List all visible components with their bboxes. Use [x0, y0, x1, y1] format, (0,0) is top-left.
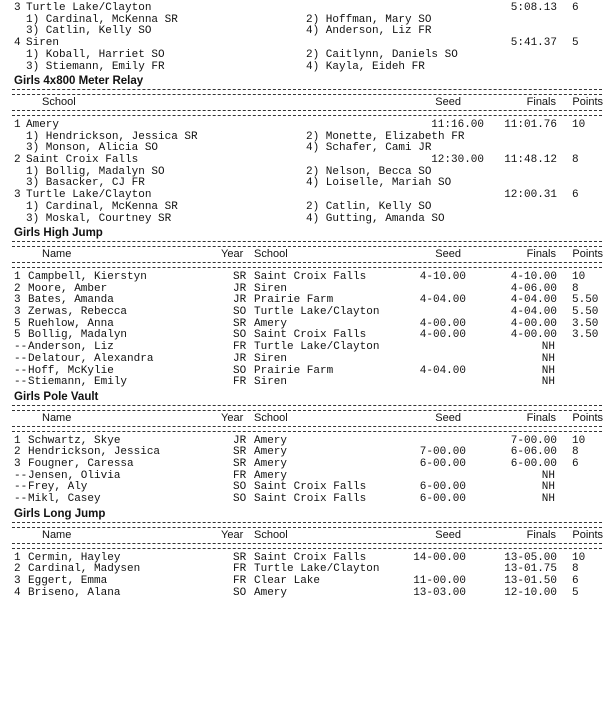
result-place: 2: [14, 563, 21, 576]
athlete-school: Siren: [254, 376, 288, 389]
result-finals: 12-10.00: [504, 586, 557, 599]
athlete-school: Saint Croix Falls: [254, 551, 367, 564]
athlete-year: FR: [233, 341, 247, 354]
relay-leg: 1) Koball, Harriet SO: [26, 48, 165, 61]
result-place: 3: [14, 294, 21, 307]
relay-legs-row: [0, 49, 615, 61]
team-name: Siren: [26, 37, 60, 50]
athlete-school: Saint Croix Falls: [254, 493, 367, 506]
team-row: [0, 189, 615, 201]
result-row: [0, 446, 615, 458]
result-row: [0, 283, 615, 295]
result-finals: 13-01.50: [504, 574, 557, 587]
athlete-name: Briseno, Alana: [28, 586, 121, 599]
team-place: 4: [14, 37, 21, 50]
result-seed: 4-00.00: [419, 317, 466, 330]
team-points: 6: [572, 189, 579, 202]
athlete-school: Siren: [254, 352, 288, 365]
table-rule: [12, 262, 602, 268]
athlete-year: FR: [233, 469, 247, 482]
athlete-year: FR: [233, 376, 247, 389]
header-name: Name: [42, 248, 72, 261]
relay-legs-row: [0, 61, 615, 73]
athlete-year: SR: [233, 317, 247, 330]
result-points: 10: [572, 551, 586, 564]
athlete-name: Frey, Aly: [28, 481, 88, 494]
header-points: Points: [572, 248, 603, 261]
header-seed: Seed: [435, 528, 461, 541]
event-title: Girls Long Jump: [14, 507, 106, 520]
relay-leg: 3) Basacker, CJ FR: [26, 177, 145, 190]
result-row: [0, 493, 615, 505]
athlete-name: Hoff, McKylie: [28, 364, 114, 377]
header-seed: Seed: [435, 96, 461, 109]
athlete-year: SO: [233, 306, 247, 318]
athlete-school: Saint Croix Falls: [254, 329, 367, 342]
result-row: [0, 458, 615, 470]
result-row: [0, 353, 615, 365]
result-row: [0, 376, 615, 388]
result-finals: NH: [541, 469, 555, 482]
result-place: --: [14, 352, 28, 365]
team-points: 5: [572, 37, 579, 50]
athlete-school: Amery: [254, 469, 288, 482]
athlete-name: Cardinal, Madysen: [28, 563, 141, 576]
header-year: Year: [221, 411, 244, 424]
athlete-school: Prairie Farm: [254, 364, 334, 377]
relay-legs-row: [0, 177, 615, 189]
header-seed: Seed: [435, 248, 461, 261]
header-points: Points: [572, 96, 603, 109]
athlete-name: Zerwas, Rebecca: [28, 306, 128, 318]
athlete-school: Turtle Lake/Clayton: [254, 563, 380, 576]
relay-leg: 4) Gutting, Amanda SO: [306, 212, 445, 225]
team-row: [0, 2, 615, 14]
athlete-name: Mikl, Casey: [28, 493, 101, 506]
athlete-name: Schwartz, Skye: [28, 434, 121, 447]
header-finals: Finals: [526, 96, 556, 109]
athlete-name: Ruehlow, Anna: [28, 317, 114, 330]
table-header: [0, 412, 615, 424]
athlete-name: Moore, Amber: [28, 282, 108, 295]
athlete-year: SO: [233, 364, 247, 377]
result-place: 2: [14, 446, 21, 459]
result-place: --: [14, 481, 28, 494]
result-finals: 4-00.00: [510, 329, 557, 342]
team-name: Amery: [26, 118, 60, 131]
team-place: 3: [14, 189, 21, 202]
athlete-school: Siren: [254, 282, 288, 295]
relay-legs-row: [0, 131, 615, 143]
result-row: [0, 306, 615, 318]
team-row: [0, 37, 615, 49]
athlete-year: SO: [233, 586, 247, 599]
athlete-name: Bates, Amanda: [28, 294, 114, 307]
table-rule: [12, 522, 602, 528]
athlete-school: Clear Lake: [254, 574, 321, 587]
result-seed: 7-00.00: [419, 446, 466, 459]
athlete-year: JR: [233, 352, 247, 365]
table-rule: [12, 89, 602, 95]
athlete-name: Hendrickson, Jessica: [28, 446, 161, 459]
athlete-school: Amery: [254, 434, 288, 447]
relay-legs-row: [0, 166, 615, 178]
result-seed: 13-03.00: [413, 586, 466, 599]
athlete-name: Campbell, Kierstyn: [28, 270, 147, 283]
result-finals: 4-10.00: [510, 270, 557, 283]
header-school: School: [254, 528, 288, 541]
header-name: Name: [42, 411, 72, 424]
result-place: --: [14, 493, 28, 506]
header-school: School: [254, 248, 288, 261]
athlete-year: JR: [233, 282, 247, 295]
athlete-school: Prairie Farm: [254, 294, 334, 307]
result-points: 3.50: [572, 317, 599, 330]
relay-leg: 2) Caitlynn, Daniels SO: [306, 48, 458, 61]
result-place: 5: [14, 329, 21, 342]
result-finals: 4-06.00: [510, 282, 557, 295]
athlete-name: Cermin, Hayley: [28, 551, 121, 564]
result-row: [0, 365, 615, 377]
athlete-name: Anderson, Liz: [28, 341, 114, 354]
event-title: Girls High Jump: [14, 227, 103, 240]
result-seed: 4-10.00: [419, 270, 466, 283]
result-finals: 7-00.00: [510, 434, 557, 447]
relay-leg: 2) Catlin, Kelly SO: [306, 200, 432, 213]
header-year: Year: [221, 528, 244, 541]
team-finals: 11:48.12: [504, 154, 557, 166]
result-points: 8: [572, 282, 579, 295]
relay-leg: 3) Stiemann, Emily FR: [26, 60, 165, 73]
result-place: 4: [14, 586, 21, 599]
relay-leg: 1) Hendrickson, Jessica SR: [26, 130, 198, 143]
team-points: 10: [572, 118, 586, 131]
result-seed: 6-00.00: [419, 458, 466, 470]
athlete-school: Amery: [254, 458, 288, 470]
result-row: [0, 294, 615, 306]
result-place: --: [14, 341, 28, 354]
team-place: 2: [14, 154, 21, 166]
relay-leg: 1) Bollig, Madalyn SO: [26, 165, 165, 178]
result-row: [0, 329, 615, 341]
relay-legs-row: [0, 14, 615, 26]
result-finals: 4-04.00: [510, 294, 557, 307]
result-row: [0, 575, 615, 587]
result-row: [0, 587, 615, 599]
team-row: [0, 154, 615, 166]
athlete-name: Fougner, Caressa: [28, 458, 134, 470]
team-name: Saint Croix Falls: [26, 154, 139, 166]
result-points: 5: [572, 586, 579, 599]
team-finals: 11:01.76: [504, 118, 557, 131]
header-points: Points: [572, 528, 603, 541]
table-rule: [12, 426, 602, 432]
athlete-school: Turtle Lake/Clayton: [254, 306, 380, 318]
result-place: 1: [14, 434, 21, 447]
athlete-school: Amery: [254, 446, 288, 459]
result-points: 6: [572, 458, 579, 470]
athlete-year: FR: [233, 574, 247, 587]
relay-legs-row: [0, 142, 615, 154]
result-row: [0, 341, 615, 353]
team-name: Turtle Lake/Clayton: [26, 189, 152, 202]
result-seed: 4-00.00: [419, 329, 466, 342]
relay-leg: 4) Kayla, Eideh FR: [306, 60, 425, 73]
team-points: 6: [572, 2, 579, 14]
athlete-year: JR: [233, 294, 247, 307]
result-row: [0, 470, 615, 482]
result-finals: NH: [541, 352, 555, 365]
event-title: Girls 4x800 Meter Relay: [14, 75, 144, 88]
result-row: [0, 552, 615, 564]
relay-leg: 2) Nelson, Becca SO: [306, 165, 432, 178]
header-name: Name: [42, 528, 72, 541]
result-points: 3.50: [572, 329, 599, 342]
table-rule: [12, 543, 602, 549]
athlete-name: Bollig, Madalyn: [28, 329, 128, 342]
result-place: 1: [14, 551, 21, 564]
athlete-year: SR: [233, 446, 247, 459]
result-seed: 14-00.00: [413, 551, 466, 564]
athlete-year: FR: [233, 563, 247, 576]
athlete-school: Saint Croix Falls: [254, 481, 367, 494]
athlete-name: Eggert, Emma: [28, 574, 108, 587]
result-finals: NH: [541, 364, 555, 377]
table-header: [0, 529, 615, 541]
athlete-name: Stiemann, Emily: [28, 376, 128, 389]
header-points: Points: [572, 411, 603, 424]
header-seed: Seed: [435, 411, 461, 424]
result-finals: NH: [541, 481, 555, 494]
result-points: 8: [572, 563, 579, 576]
relay-leg: 4) Anderson, Liz FR: [306, 25, 432, 38]
athlete-year: JR: [233, 434, 247, 447]
result-finals: NH: [541, 341, 555, 354]
relay-leg: 1) Cardinal, McKenna SR: [26, 13, 178, 26]
result-row: [0, 563, 615, 575]
table-header: [0, 248, 615, 260]
relay-leg: 3) Moskal, Courtney SR: [26, 212, 172, 225]
relay-leg: 3) Catlin, Kelly SO: [26, 25, 152, 38]
athlete-name: Jensen, Olivia: [28, 469, 121, 482]
result-finals: 4-00.00: [510, 317, 557, 330]
result-finals: 13-01.75: [504, 563, 557, 576]
header-finals: Finals: [526, 411, 556, 424]
header-school: School: [254, 411, 288, 424]
result-finals: 4-04.00: [510, 306, 557, 318]
result-points: 8: [572, 446, 579, 459]
result-row: [0, 481, 615, 493]
result-place: 3: [14, 306, 21, 318]
athlete-year: SO: [233, 481, 247, 494]
athlete-school: Turtle Lake/Clayton: [254, 341, 380, 354]
result-points: 6: [572, 574, 579, 587]
result-seed: 6-00.00: [419, 493, 466, 506]
athlete-year: SR: [233, 270, 247, 283]
result-finals: NH: [541, 493, 555, 506]
table-header: [0, 96, 615, 108]
athlete-year: SO: [233, 493, 247, 506]
result-finals: 6-06.00: [510, 446, 557, 459]
result-finals: 6-00.00: [510, 458, 557, 470]
team-place: 3: [14, 2, 21, 14]
relay-leg: 2) Hoffman, Mary SO: [306, 13, 432, 26]
result-seed: 11-00.00: [413, 574, 466, 587]
header-year: Year: [221, 248, 244, 261]
athlete-school: Amery: [254, 317, 288, 330]
relay-legs-row: [0, 25, 615, 37]
team-row: [0, 119, 615, 131]
team-finals: 12:00.31: [504, 189, 557, 202]
result-row: [0, 435, 615, 447]
athlete-school: Amery: [254, 586, 288, 599]
relay-leg: 4) Loiselle, Mariah SO: [306, 177, 452, 190]
result-place: 1: [14, 270, 21, 283]
result-row: [0, 271, 615, 283]
team-points: 8: [572, 154, 579, 166]
relay-leg: 4) Schafer, Cami JR: [306, 142, 432, 155]
athlete-year: SR: [233, 458, 247, 470]
team-finals: 5:41.37: [510, 37, 557, 50]
result-place: --: [14, 376, 28, 389]
result-place: 3: [14, 458, 21, 470]
result-seed: 4-04.00: [419, 294, 466, 307]
result-place: --: [14, 469, 28, 482]
team-seed: 11:16.00: [431, 118, 484, 131]
result-finals: NH: [541, 376, 555, 389]
result-place: 5: [14, 317, 21, 330]
header-finals: Finals: [526, 528, 556, 541]
team-name: Turtle Lake/Clayton: [26, 2, 152, 14]
relay-legs-row: [0, 213, 615, 225]
result-seed: 6-00.00: [419, 481, 466, 494]
result-place: --: [14, 364, 28, 377]
relay-legs-row: [0, 201, 615, 213]
athlete-year: SR: [233, 551, 247, 564]
team-seed: 12:30.00: [431, 154, 484, 166]
header-finals: Finals: [526, 248, 556, 261]
event-title: Girls Pole Vault: [14, 390, 99, 403]
result-place: 3: [14, 574, 21, 587]
athlete-year: SO: [233, 329, 247, 342]
relay-leg: 1) Cardinal, McKenna SR: [26, 200, 178, 213]
result-seed: 4-04.00: [419, 364, 466, 377]
result-points: 5.50: [572, 306, 599, 318]
result-place: 2: [14, 282, 21, 295]
table-rule: [12, 241, 602, 247]
relay-leg: 3) Monson, Alicia SO: [26, 142, 159, 155]
table-rule: [12, 405, 602, 411]
team-finals: 5:08.13: [510, 2, 557, 14]
athlete-name: Delatour, Alexandra: [28, 352, 154, 365]
athlete-school: Saint Croix Falls: [254, 270, 367, 283]
result-points: 5.50: [572, 294, 599, 307]
result-points: 10: [572, 434, 586, 447]
result-row: [0, 318, 615, 330]
relay-leg: 2) Monette, Elizabeth FR: [306, 130, 465, 143]
table-rule: [12, 110, 602, 116]
result-finals: 13-05.00: [504, 551, 557, 564]
result-points: 10: [572, 270, 586, 283]
team-place: 1: [14, 118, 21, 131]
header-name: School: [42, 96, 76, 109]
